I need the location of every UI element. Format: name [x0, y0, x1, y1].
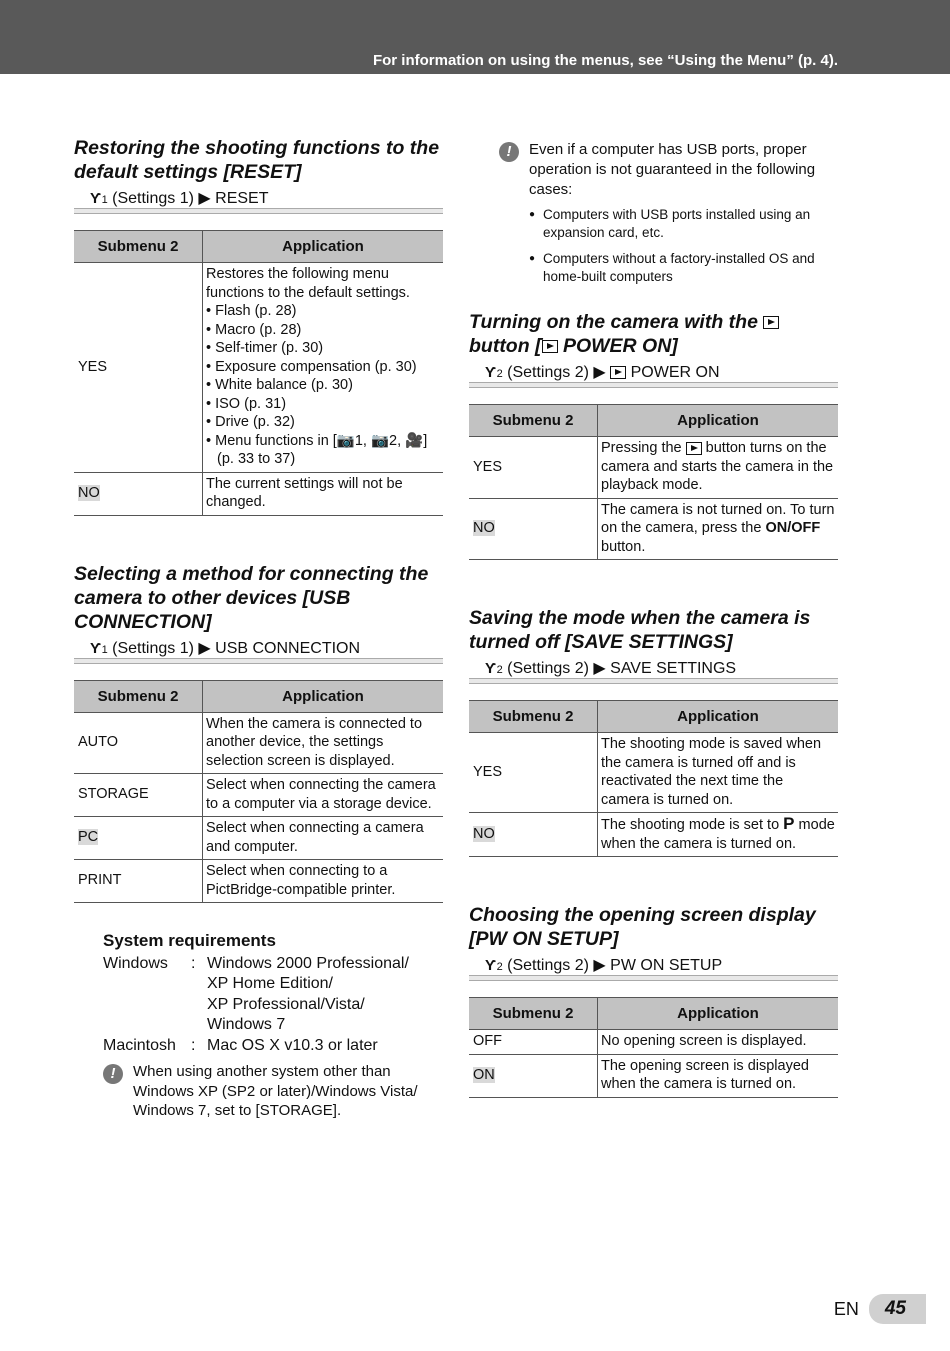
- col-header-submenu: Submenu 2: [469, 405, 598, 437]
- wrench-icon: Ƴ: [90, 639, 102, 657]
- wrench-icon: Ƴ: [90, 190, 102, 207]
- submenu-cell: PC: [74, 817, 203, 860]
- pw-on-setup-title: Choosing the opening screen display [PW ON SETUP]: [469, 904, 816, 950]
- save-settings-table: [469, 700, 838, 857]
- page-number: 45: [869, 1294, 926, 1324]
- list-item: ● Computers with USB ports installed using an expansion card, etc.: [529, 206, 838, 242]
- power-on-path: Ƴ2 (Settings 2) ▶ POWER ON: [469, 362, 838, 388]
- application-cell: Select when connecting the camera to a computer via a storage device.: [203, 774, 444, 817]
- caution-icon: !: [103, 1064, 123, 1084]
- application-cell: No opening screen is displayed.: [598, 1030, 839, 1055]
- submenu-cell: ON: [469, 1054, 598, 1097]
- col-header-application: Application: [598, 998, 839, 1030]
- table-row: [74, 263, 443, 473]
- playback-icon: [610, 366, 626, 379]
- page-footer: [834, 1292, 926, 1326]
- table-row: [74, 860, 443, 903]
- submenu-cell: OFF: [469, 1030, 598, 1055]
- col-header-submenu: Submenu 2: [74, 231, 203, 263]
- wrench-icon: Ƴ: [485, 957, 497, 974]
- usb-caution: ! Even if a computer has USB ports, proper operation is not guaranteed in the following cases: ● Computers with USB ports installed using an expansion card, etc. ● Computers without a factory-installed OS and home-built computers: [499, 140, 838, 286]
- table-row: [469, 437, 838, 499]
- col-header-submenu: Submenu 2: [469, 701, 598, 733]
- table-row: [469, 1054, 838, 1097]
- application-cell: Select when connecting to a PictBridge-compatible printer.: [203, 860, 444, 903]
- left-column: [74, 136, 443, 1121]
- submenu-cell: NO: [74, 472, 203, 515]
- col-header-submenu: Submenu 2: [74, 680, 203, 712]
- power-on-title: Turning on the camera with the button [ POWER ON]: [469, 310, 838, 358]
- submenu-cell: NO: [469, 813, 598, 857]
- col-header-application: Application: [598, 701, 839, 733]
- table-row: [74, 817, 443, 860]
- application-cell: When the camera is connected to another device, the settings selection screen is displayed.: [203, 712, 444, 774]
- application-cell: The current settings will not be changed.: [203, 472, 444, 515]
- submenu-cell: NO: [469, 498, 598, 560]
- reset-table: [74, 230, 443, 516]
- submenu-cell: PRINT: [74, 860, 203, 903]
- power-on-table: [469, 404, 838, 560]
- submenu-cell: YES: [74, 263, 203, 473]
- system-requirements-heading: System requirements: [103, 931, 276, 950]
- table-row: [469, 498, 838, 560]
- table-row: [74, 712, 443, 774]
- table-row: [469, 1030, 838, 1055]
- submenu-cell: YES: [469, 733, 598, 813]
- pw-on-setup-table: [469, 997, 838, 1098]
- reset-title: Restoring the shooting functions to the default settings [RESET]: [74, 137, 440, 183]
- usb-table: [74, 680, 443, 904]
- application-cell: Pressing the button turns on the camera and starts the camera in the playback mode.: [598, 437, 839, 499]
- application-cell: The shooting mode is saved when the camera is turned off and is reactivated the next time the camera is turned on.: [598, 733, 839, 813]
- submenu-cell: AUTO: [74, 712, 203, 774]
- menu-reference-note: For information on using the menus, see “Using the Menu” (p. 4).: [372, 52, 838, 69]
- application-cell: The shooting mode is set to P mode when the camera is turned on.: [598, 813, 839, 857]
- system-requirements: [103, 931, 443, 1121]
- caution-icon: !: [499, 142, 519, 162]
- col-header-application: Application: [598, 405, 839, 437]
- windows-requirement: Windows : Windows 2000 Professional/ XP Home Edition/ XP Professional/Vista/ Windows 7: [103, 954, 409, 1033]
- playback-icon: [542, 340, 558, 353]
- save-settings-path: Ƴ2 (Settings 2) ▶ SAVE SETTINGS: [469, 658, 838, 684]
- language-label: EN: [833, 1298, 859, 1319]
- table-row: [74, 774, 443, 817]
- caution-list: [529, 206, 838, 286]
- col-header-application: Application: [203, 231, 444, 263]
- submenu-cell: YES: [469, 437, 598, 499]
- application-cell: The camera is not turned on. To turn on the camera, press the ON/OFF button.: [598, 498, 839, 560]
- playback-icon: [686, 442, 702, 455]
- mac-requirement: Macintosh : Mac OS X v10.3 or later: [103, 1036, 378, 1054]
- list-item: ● Computers without a factory-installed OS and home-built computers: [529, 250, 838, 286]
- program-mode-icon: P: [783, 814, 795, 833]
- table-row: [74, 472, 443, 515]
- table-row: [469, 733, 838, 813]
- col-header-application: Application: [203, 680, 444, 712]
- application-cell: The opening screen is displayed when the camera is turned on.: [598, 1054, 839, 1097]
- pw-on-setup-path: Ƴ2 (Settings 2) ▶ PW ON SETUP: [469, 955, 838, 981]
- reset-path: Ƴ1 (Settings 1) ▶ RESET: [74, 188, 443, 214]
- col-header-submenu: Submenu 2: [469, 998, 598, 1030]
- save-settings-title: Saving the mode when the camera is turned off [SAVE SETTINGS]: [469, 607, 811, 653]
- application-cell: Restores the following menu functions to the default settings. • Flash (p. 28) • Macro (p. 28) • Self-timer (p. 30) • Exposure compensation (p. 30) • White balance (p. 30) • ISO (p. 31) • Drive (p. 32) • Menu functions in [📷1, 📷2, 🎥] (p. 33 to 37): [203, 263, 444, 473]
- wrench-icon: Ƴ: [485, 364, 497, 381]
- usb-path: Ƴ1 (Settings 1) ▶ USB CONNECTION: [74, 638, 443, 664]
- submenu-cell: STORAGE: [74, 774, 203, 817]
- application-cell: Select when connecting a camera and computer.: [203, 817, 444, 860]
- wrench-icon: Ƴ: [485, 660, 497, 677]
- usb-title: Selecting a method for connecting the camera to other devices [USB CONNECTION]: [74, 562, 429, 633]
- header-bar: [0, 0, 950, 74]
- playback-icon: [763, 316, 779, 329]
- right-column: [469, 140, 838, 1144]
- system-caution: ! When using another system other than Windows XP (SP2 or later)/Windows Vista/ Windows 7, set to [STORAGE].: [103, 1062, 443, 1121]
- table-row: [469, 813, 838, 857]
